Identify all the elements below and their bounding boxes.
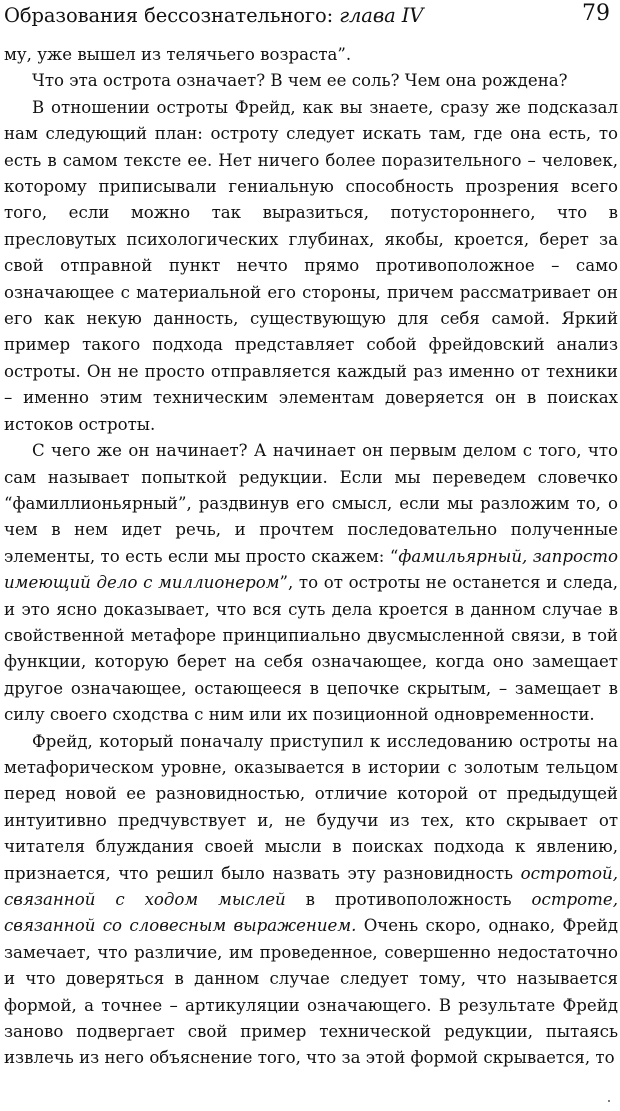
italic-text-segment: остротой, связанной с ходом мыслей [4, 863, 618, 909]
text-segment: Очень скоро, однако, Фрейд замечает, что различие, им проведенное, совершенно недостаточно и что доверяться в данном случае следует тому, что называется формой, а точнее – артикуляции означающего. В результате Фрейд заново подвергает свой пример технической редукции, пытаясь извлечь из него объяснение того, что за этой формой скрывается, то [4, 916, 618, 1068]
italic-text-segment: фамильярный, запросто имеющий дело с миллионером [4, 546, 618, 593]
paragraph [4, 42, 618, 68]
paragraph [4, 68, 618, 94]
paragraph [4, 438, 618, 728]
text-segment: ”, то от остроты не останется и следа, и это ясно доказывает, что вся суть дела кроется в данном случае в свойственной метафоре принципиально двусмысленной связи, в той функции, которую берет на себя означающее, когда оно замещает другое означающее, остающееся в цепочке скрытым, – замещает в силу своего сходства с ним или их позиционной одновременности. [4, 573, 618, 725]
running-head-title: Образования бессознательного: [4, 4, 340, 27]
text-segment: Фрейд, который поначалу приступил к исследованию остроты на метафорическом уровне, оказывается в истории с золотым тельцом перед новой ее разновидностью, отличие которой от предыдущей интуитивно предчувствует и, не будучи из тех, кто скрывает от читателя блуждания своей мысли в поисках подхода к явлению, признается, что решил было назвать эту разновидность [4, 731, 618, 883]
page-number: 79 [582, 1, 610, 26]
italic-text-segment: остроте, связанной со словесным выражением. [4, 890, 618, 936]
running-head-chapter: глава IV [339, 4, 424, 27]
text-segment: в противоположность [285, 890, 532, 909]
paragraph [4, 95, 618, 438]
page-header [4, 2, 610, 36]
scan-dot [608, 1100, 610, 1102]
paragraph [4, 729, 618, 1072]
running-head [4, 4, 423, 28]
text-segment: Что эта острота означает? В чем ее соль? Чем она рождена? [32, 71, 568, 91]
text-segment: му, уже вышел из телячьего возраста”. [4, 45, 352, 64]
body-text [4, 42, 618, 1072]
text-segment: В отношении остроты Фрейд, как вы знаете, сразу же подсказал нам следующий план: остроту следует искать там, где она есть, то есть в самом тексте ее. Нет ничего более поразительного – человек, которому приписывали гениальную способность прозрения всего того, если можно так выразиться, потустороннего, что в пресловутых психологических глубинах, якобы, кроется, берет за свой отправной пункт нечто прямо противоположное – само означающее с материальной его стороны, причем рассматривает он его как некую данность, существующую для себя самой. Яркий пример такого подхода представляет собой фрейдовский анализ остроты. Он не просто отправляется каждый раз именно от техники – именно этим техническим элементам доверяется он в поисках истоков остроты. [4, 97, 618, 434]
text-segment: С чего же он начинает? А начинает он первым делом с того, что сам называет попыткой редукции. Если мы переведем словечко “фамиллионьярный”, раздвинув его смысл, если мы разложим то, о чем в нем идет речь, и прочтем последовательно полученные элементы, то есть если мы просто скажем: “ [4, 441, 618, 566]
